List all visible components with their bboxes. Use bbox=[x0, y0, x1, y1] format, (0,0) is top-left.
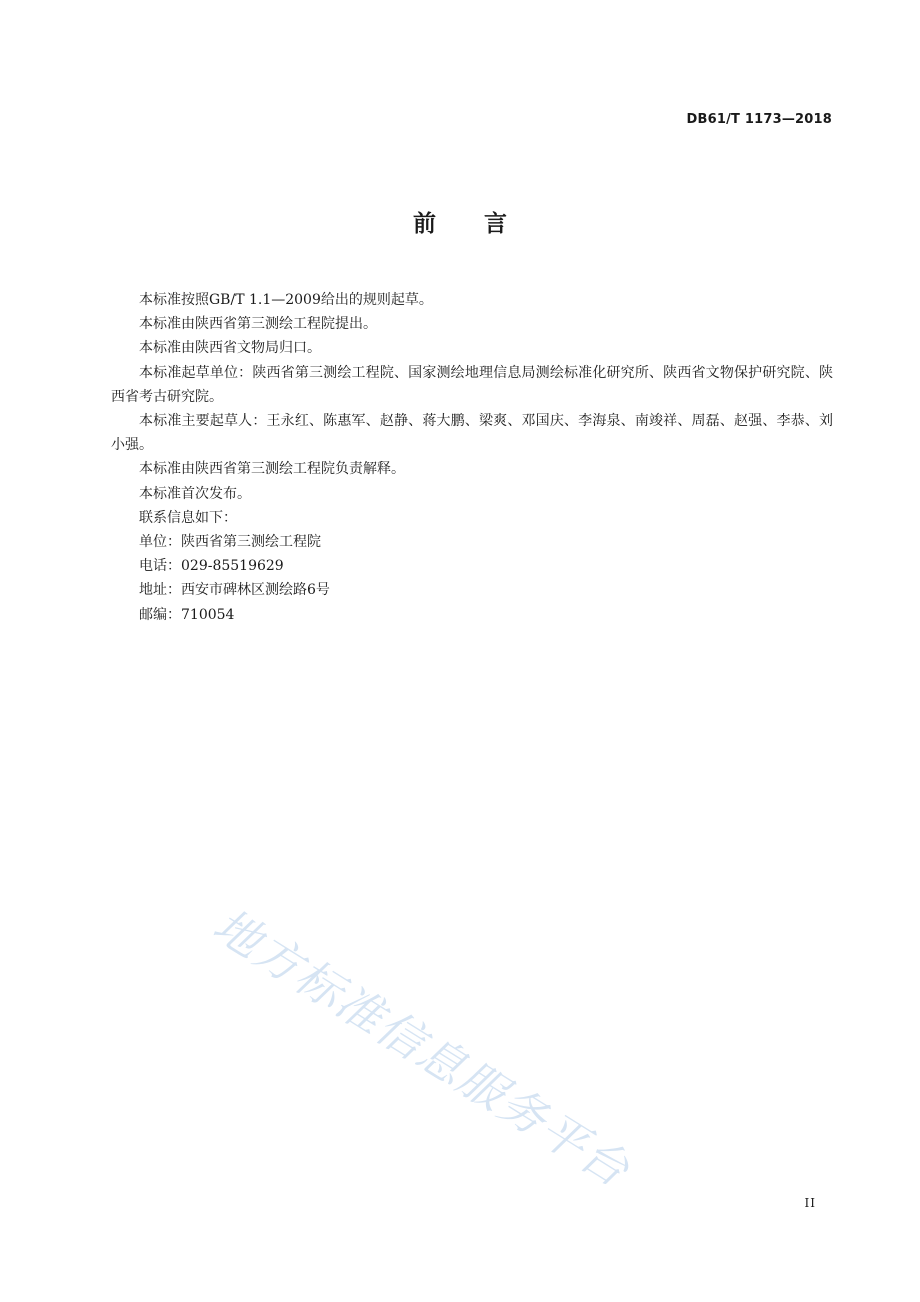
paragraph-administrator: 本标准由陕西省文物局归口。 bbox=[139, 340, 321, 357]
contact-phone: 电话：029-85519629 bbox=[139, 558, 284, 575]
paragraph-proposer: 本标准由陕西省第三测绘工程院提出。 bbox=[139, 316, 377, 333]
foreword-body bbox=[111, 288, 833, 627]
paragraph-drafting-rules: 本标准按照GB/T 1.1—2009给出的规则起草。 bbox=[139, 292, 433, 308]
paragraph-interpretation: 本标准由陕西省第三测绘工程院负责解释。 bbox=[139, 461, 405, 478]
contact-address: 地址：西安市碑林区测绘路6号 bbox=[139, 582, 330, 599]
watermark: 地方标准信息服务平台 bbox=[204, 897, 640, 1198]
document-code: DB61/T 1173—2018 bbox=[686, 112, 832, 127]
paragraph-drafters: 本标准主要起草人：王永红、陈惠军、赵静、蒋大鹏、梁爽、邓国庆、李海泉、南竣祥、周磊、赵强、李恭、刘小强。 bbox=[111, 413, 833, 454]
contact-postcode: 邮编：710054 bbox=[139, 606, 235, 623]
paragraph-drafting-units: 本标准起草单位：陕西省第三测绘工程院、国家测绘地理信息局测绘标准化研究所、陕西省文物保护研究院、陕西省考古研究院。 bbox=[111, 364, 833, 405]
page-number: II bbox=[804, 1196, 816, 1210]
paragraph-first-release: 本标准首次发布。 bbox=[139, 485, 251, 502]
contact-unit: 单位：陕西省第三测绘工程院 bbox=[139, 534, 321, 551]
page-title: 前言 bbox=[413, 211, 555, 237]
paragraph-contact-intro: 联系信息如下： bbox=[139, 509, 237, 526]
